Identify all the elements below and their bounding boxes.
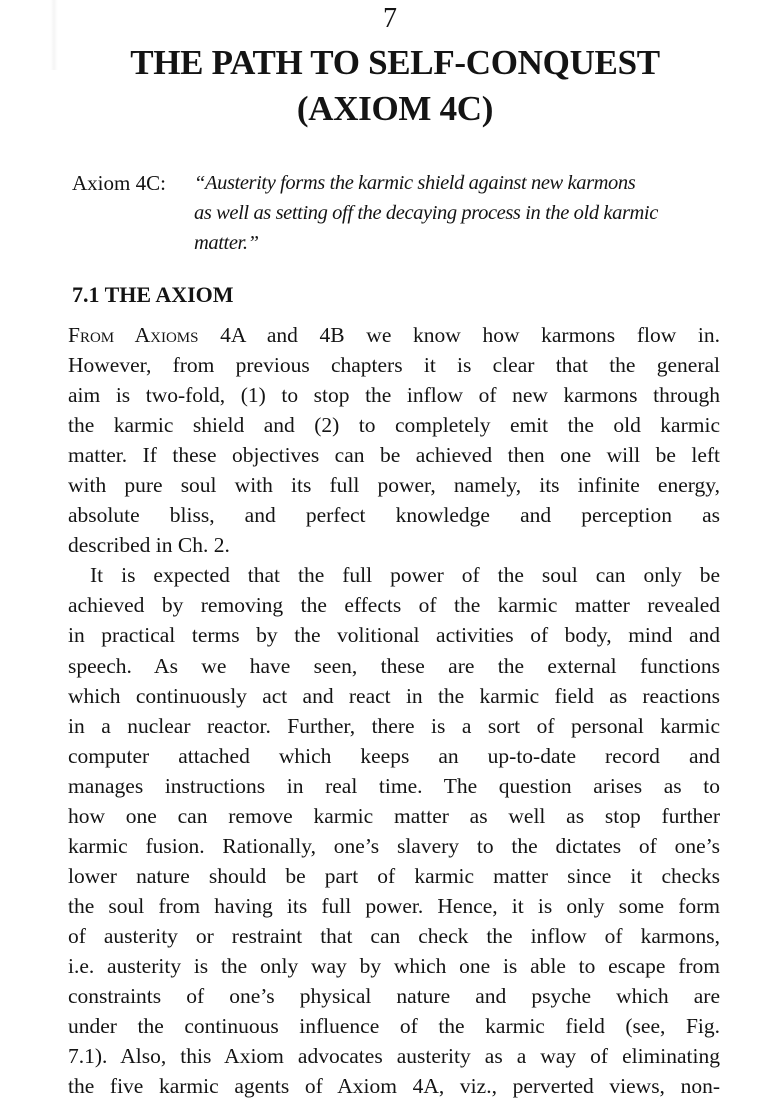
section-heading: 7.1 THE AXIOM <box>72 282 234 307</box>
text-line: under the continuous influence of the karmic field (see, Fig. <box>68 1014 720 1039</box>
text-line: absolute bliss, and perfect knowledge and perception as <box>68 503 720 528</box>
chapter-title-line-1: THE PATH TO SELF-CONQUEST <box>130 43 660 82</box>
axiom-quote-line: as well as setting off the decaying process in the old karmic <box>194 202 658 224</box>
text-line: karmic fusion. Rationally, one’s slavery to the dictates of one’s <box>68 833 720 858</box>
text-line: of austerity or restraint that can check the inflow of karmons, <box>68 923 720 948</box>
text-line: in practical terms by the volitional activities of body, mind and <box>68 623 720 648</box>
text-line <box>68 320 720 350</box>
text-line-rest: 4A and 4B we know how karmons flow in. <box>198 323 720 347</box>
body-text <box>68 320 720 1101</box>
text-line: aim is two-fold, (1) to stop the inflow of new karmons through <box>68 383 720 408</box>
chapter-title <box>0 40 780 132</box>
chapter-number: 7 <box>383 3 397 34</box>
text-line: described in Ch. 2. <box>68 533 230 558</box>
text-line: matter. If these objectives can be achieved then one will be left <box>68 443 720 468</box>
paragraph-2 <box>68 560 720 1101</box>
text-line: i.e. austerity is the only way by which one is able to escape from <box>68 953 720 978</box>
text-line: However, from previous chapters it is clear that the general <box>68 353 720 378</box>
smallcaps-lead: From Axioms <box>68 323 199 347</box>
text-line: with pure soul with its full power, namely, its infinite energy, <box>68 473 720 498</box>
text-line: the karmic shield and (2) to completely emit the old karmic <box>68 413 720 438</box>
text-line: the soul from having its full power. Hence, it is only some form <box>68 893 720 918</box>
text-line: in a nuclear reactor. Further, there is a sort of personal karmic <box>68 713 720 738</box>
text-line: achieved by removing the effects of the karmic matter revealed <box>68 593 720 618</box>
axiom-quote-line: “Austerity forms the karmic shield against new karmons <box>194 172 636 194</box>
axiom-label: Axiom 4C: <box>72 171 166 195</box>
paragraph-1 <box>68 320 720 560</box>
text-line: the five karmic agents of Axiom 4A, viz., perverted views, non- <box>68 1074 720 1099</box>
text-line: speech. As we have seen, these are the external functions <box>68 653 720 678</box>
text-line: It is expected that the full power of the soul can only be <box>90 563 720 588</box>
text-line: how one can remove karmic matter as well as stop further <box>68 803 720 828</box>
text-line: manages instructions in real time. The question arises as to <box>68 773 720 798</box>
text-line: constraints of one’s physical nature and psyche which are <box>68 984 720 1009</box>
text-line: lower nature should be part of karmic matter since it checks <box>68 863 720 888</box>
text-line: 7.1). Also, this Axiom advocates austerity as a way of eliminating <box>68 1044 720 1069</box>
axiom-quote-line: matter.” <box>194 232 259 254</box>
text-line: computer attached which keeps an up-to-date record and <box>68 743 720 768</box>
axiom-quote <box>194 168 734 258</box>
text-line: which continuously act and react in the karmic field as reactions <box>68 683 720 708</box>
chapter-title-line-2: (AXIOM 4C) <box>296 89 494 128</box>
